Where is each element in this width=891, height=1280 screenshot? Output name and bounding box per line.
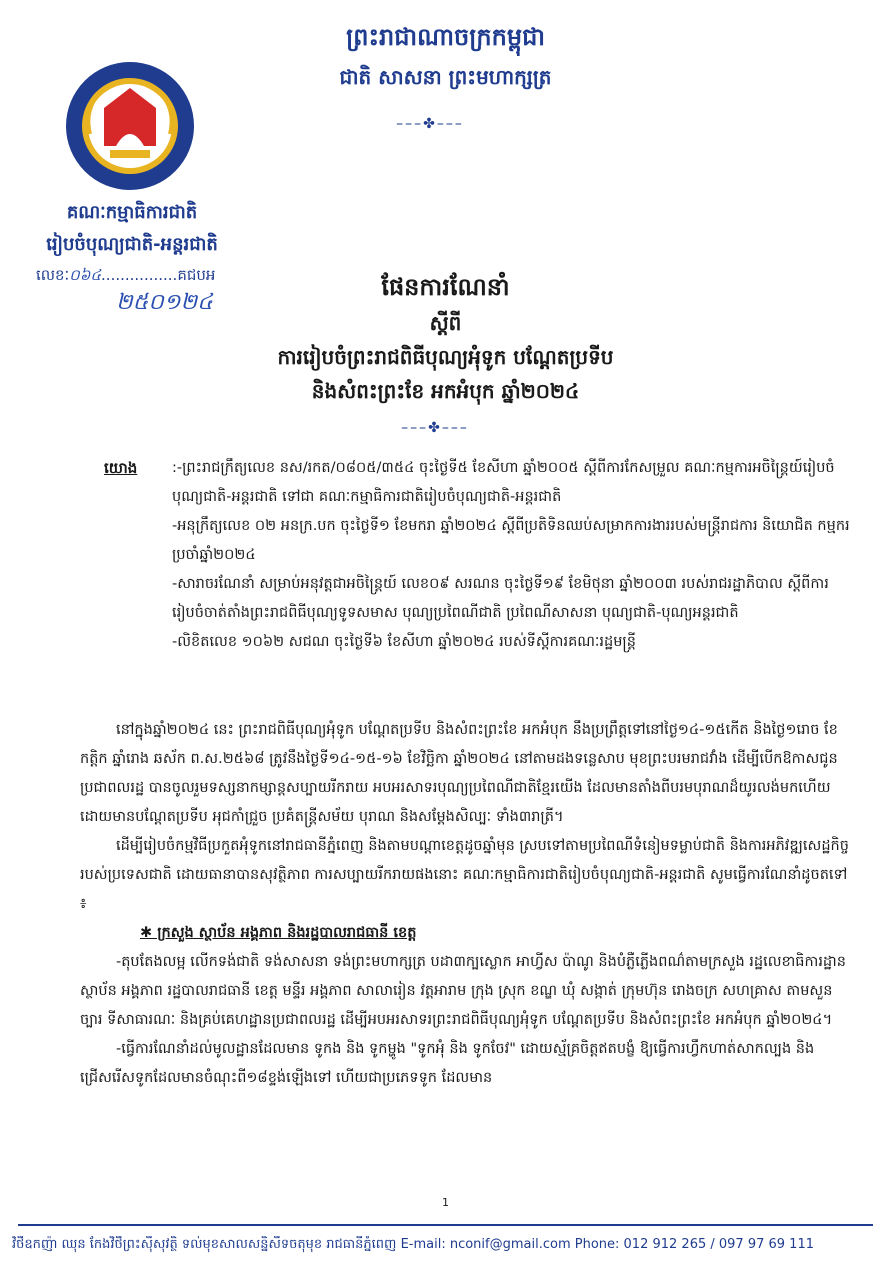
ref-suffix: គជបអ	[177, 266, 216, 284]
national-motto: ជាតិ សាសនា ព្រះមហាក្សត្រ	[339, 65, 552, 89]
paragraph: ដើម្បីរៀបចំកម្មវិធីប្រកួតអុំទូកនៅរាជធានីភ្នំពេញ និងតាមបណ្តាខេត្តដូចឆ្នាំមុន ស្របទៅតាមប្រពៃណីទំនៀមទម្លាប់ជាតិ និងការអភិវឌ្ឍសេដ្ឋកិច្ចរបស់ប្រទេសជាតិ ដោយធានាបានសុវត្ថិភាព ការសប្បាយរីករាយផងនោះ គណៈកម្មាធិការជាតិរៀបចំបុណ្យជាតិ-អន្តរជាតិ សូមធ្វើការណែនាំដូចតទៅ ៖	[80, 838, 849, 912]
paragraph: -តុបតែងលម្អ លើកទង់ជាតិ ទង់សាសនា ទង់ព្រះមហាក្សត្រ បដា៣ក្បស្លោក អាហ្វីស ប៉ាណូ និងបំភ្លឺភ្លើងពណ៌តាមក្រសួង រដ្ឋលេខាធិការដ្ឋាន ស្ថាប័ន អង្គភាព រដ្ឋបាលរាជធានី ខេត្ត មន្ទីរ អង្គភាព សាលារៀន វត្តអារាម ក្រុង ស្រុក ខណ្ឌ ឃុំ សង្កាត់ ក្រុមហ៊ុន រោងចក្រ សហគ្រាស តាមសួនច្បារ ទីសាធារណៈ និងគ្រប់គេហដ្ឋានប្រជាពលរដ្ឋ ដើម្បីអបអរសាទរព្រះរាជពិធីបុណ្យអុំទូក បណ្តែតប្រទីប និងសំពះព្រះខែ អកអំបុក ឆ្នាំ២០២៤។	[80, 954, 846, 1028]
reference-item: -អនុក្រឹត្យលេខ ០២ អនក្រ.បក ចុះថ្ងៃទី១ ខែមករា ឆ្នាំ២០២៤ ស្តីពីប្រតិទិនឈប់សម្រាកការងាររបស់មន្ត្រីរាជការ និយោជិត កម្មករ ប្រចាំឆ្នាំ២០២៤	[172, 518, 850, 563]
organization-name-line2: រៀបចំបុណ្យជាតិ-អន្តរជាតិ	[46, 234, 218, 255]
page-number: 1	[442, 1196, 449, 1209]
title-about: ស្តីពី	[429, 311, 462, 335]
organization-seal-icon	[64, 60, 196, 192]
ref-label: លេខៈ	[36, 266, 70, 284]
ornament-divider: –––✤–––	[401, 420, 469, 436]
handwritten-date: ២៥០១២៤	[116, 290, 213, 315]
reference-item: -សារាចរណែនាំ សម្រាប់អនុវត្តជាអចិន្ត្រៃយ៍ លេខ០៩ សរណន ចុះថ្ងៃទី១៩ ខែមិថុនា ឆ្នាំ២០០៣ របស់រាជរដ្ឋាភិបាល ស្តីពីការរៀបចំចាត់តាំងព្រះរាជពិធីបុណ្យទូទសមាស បុណ្យប្រពៃណីជាតិ ប្រពៃណីសាសនា បុណ្យជាតិ-បុណ្យអន្តរជាតិ	[172, 576, 829, 621]
document-title: ផែនការណែនាំ	[381, 273, 510, 301]
ornament-divider: –––✤–––	[396, 116, 464, 132]
paragraph: នៅក្នុងឆ្នាំ២០២៤ នេះ ព្រះរាជពិធីបុណ្យអុំទូក បណ្តែតប្រទីប និងសំពះព្រះខែ អកអំបុក នឹងប្រព្រឹត្តទៅនៅថ្ងៃ១៤-១៥កើត និងថ្ងៃ១រោច ខែកត្តិក ឆ្នាំរោង ឆស័ក ព.ស.២៥៦៨ ត្រូវនឹងថ្ងៃទី១៤-១៥-១៦ ខែវិច្ឆិកា ឆ្នាំ២០២៤ នៅតាមដងទន្លេសាប មុខព្រះបរមរាជវាំង ដើម្បីបើកឱកាសជូនប្រជាពលរដ្ឋ បានចូលរួមទស្សនាកម្សាន្តសប្បាយរីករាយ អបអរសាទរបុណ្យប្រពៃណីជាតិខ្មែរយើង ដែលមានតាំងពីបរមបុរាណដ៏យូរលង់មកហើយ ដោយមានបណ្តែតប្រទីប អុជកាំជ្រួច ប្រគំតន្ត្រីសម័យ បុរាណ និងសម្តែងសិល្បៈ ទាំង៣រាត្រី។	[80, 722, 838, 825]
kingdom-header: ព្រះរាជាណាចក្រកម្ពុជា	[346, 23, 545, 51]
title-subject-line1: ការរៀបចំព្រះរាជពិធីបុណ្យអុំទូក បណ្តែតប្រទីប	[277, 345, 614, 369]
ref-dots: ................	[101, 266, 178, 284]
title-subject-line2: និងសំពះព្រះខែ អកអំបុក ឆ្នាំ២០២៤	[311, 379, 580, 403]
footer-contact: វិថីឧកញ៉ា ឈុន កែងវិថីព្រះស៊ីសុវត្ថិ ទល់មុខសាលសន្និសីទចតុមុខ រាជធានីភ្នំពេញ E-mail: nconif@gmail.com Phone: 012 912 265 / 097 97 69 111	[12, 1237, 814, 1252]
reference-item: -លិខិតលេខ ១០៦២ សជណ ចុះថ្ងៃទី៦ ខែសីហា ឆ្នាំ២០២៤ របស់ទីស្តីការគណៈរដ្ឋមន្ត្រី	[172, 634, 636, 650]
references-section	[80, 454, 850, 657]
reference-item: :-ព្រះរាជក្រឹត្យលេខ នស/រកត/០៨០៥/៣៥៤ ចុះថ្ងៃទី៥ ខែសីហា ឆ្នាំ២០០៥ ស្តីពីការកែសម្រួល គណៈកម្មការអចិន្ត្រៃយ៍រៀបចំបុណ្យជាតិ-អន្តរជាតិ ទៅជា គណៈកម្មាធិការជាតិរៀបចំបុណ្យជាតិ-អន្តរជាតិ	[172, 460, 835, 505]
footer-divider	[18, 1224, 873, 1226]
paragraph: -ធ្វើការណែនាំដល់មូលដ្ឋានដែលមាន ទូកង និង ទូកម្ហូង "ទូកអុំ និង ទូកចែវ" ដោយស្ម័គ្រចិត្តឥតបង្ខំ ឱ្យធ្វើការហ្វឹកហាត់សាកល្បង និងជ្រើសរើសទូកដែលមានចំណុះពី១៨ខ្ទង់ឡើងទៅ ហើយជាប្រភេទទូក ដែលមាន	[80, 1041, 815, 1086]
references-label: យោង	[104, 459, 138, 477]
organization-name-line1: គណៈកម្មាធិការជាតិ	[66, 202, 198, 223]
ref-value: ០៦៤	[69, 266, 102, 284]
section-heading: ✱ ក្រសួង ស្ថាប័ន អង្គភាព និងរដ្ឋបាលរាជធានី ខេត្ត	[140, 925, 417, 941]
body-content	[80, 716, 850, 1093]
